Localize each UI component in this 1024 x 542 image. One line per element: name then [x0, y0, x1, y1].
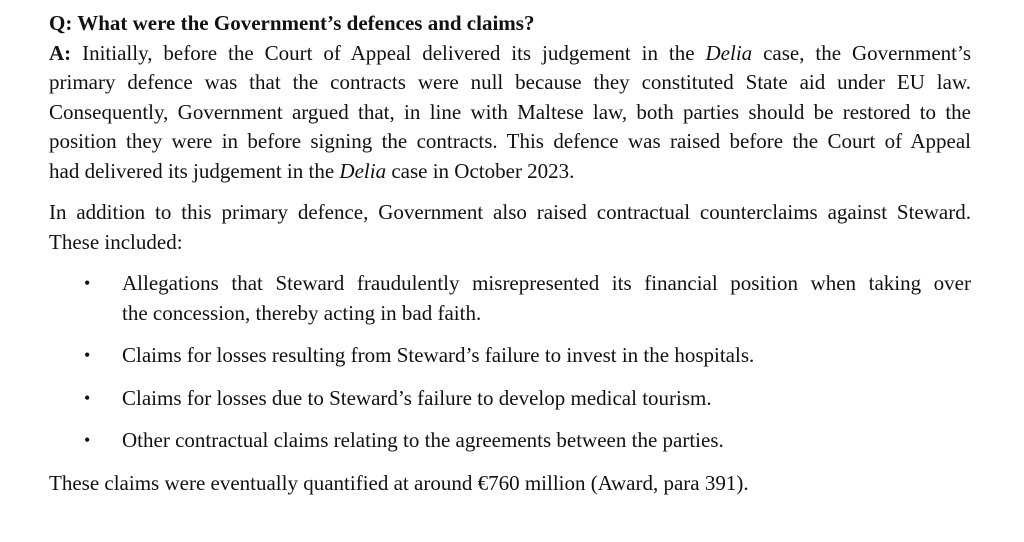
list-item [49, 384, 971, 414]
answer-paragraph [49, 39, 971, 187]
intro-line-2: These included: [49, 229, 183, 254]
answer-line-2: primary defence was that the contracts were null because they constituted State aid under EU law. [49, 70, 971, 94]
answer-text: case in October 2023. [386, 158, 575, 183]
list-item-text: Claims for losses due to Steward’s failure to develop medical tourism. [122, 385, 712, 410]
intro-line-1: In addition to this primary defence, Government also raised contractual counterclaims against Steward. [49, 200, 971, 224]
answer-line-1 [49, 39, 971, 69]
list-item-text: Other contractual claims relating to the agreements between the parties. [122, 428, 724, 452]
list-item-text: the concession, thereby acting in bad faith. [122, 300, 482, 325]
answer-text: case, the Government’s [752, 40, 971, 65]
bullet-icon: • [84, 273, 91, 293]
answer-line-3: Consequently, Government argued that, in line with Maltese law, both parties should be restored to the [49, 99, 971, 124]
bullet-list [49, 269, 971, 456]
bullet-icon: • [84, 345, 91, 365]
bullet-icon: • [84, 387, 91, 408]
answer-line-5 [49, 157, 971, 187]
bullet-icon: • [84, 430, 91, 450]
list-item [49, 269, 971, 328]
document-body [49, 9, 971, 498]
answer-line-4: position they were in before signing the contracts. This defence was raised before the Court of Appeal [49, 129, 971, 153]
intro-paragraph [49, 198, 971, 257]
question-heading: Q: What were the Government’s defences and claims? [49, 11, 535, 35]
answer-prefix: A: [49, 40, 72, 65]
list-item [49, 341, 971, 371]
list-item-text: Claims for losses resulting from Steward’s failure to invest in the hospitals. [122, 343, 755, 367]
case-name: Delia [339, 158, 387, 183]
list-item [49, 426, 971, 456]
list-item-text: Allegations that Steward fraudulently misrepresented its financial position when taking over [122, 271, 971, 295]
answer-text: Initially, before the Court of Appeal delivered its judgement in the [71, 40, 706, 65]
answer-text: had delivered its judgement in the [49, 158, 340, 183]
closing-paragraph: These claims were eventually quantified at around €760 million (Award, para 391). [49, 470, 749, 495]
case-name: Delia [705, 40, 753, 65]
